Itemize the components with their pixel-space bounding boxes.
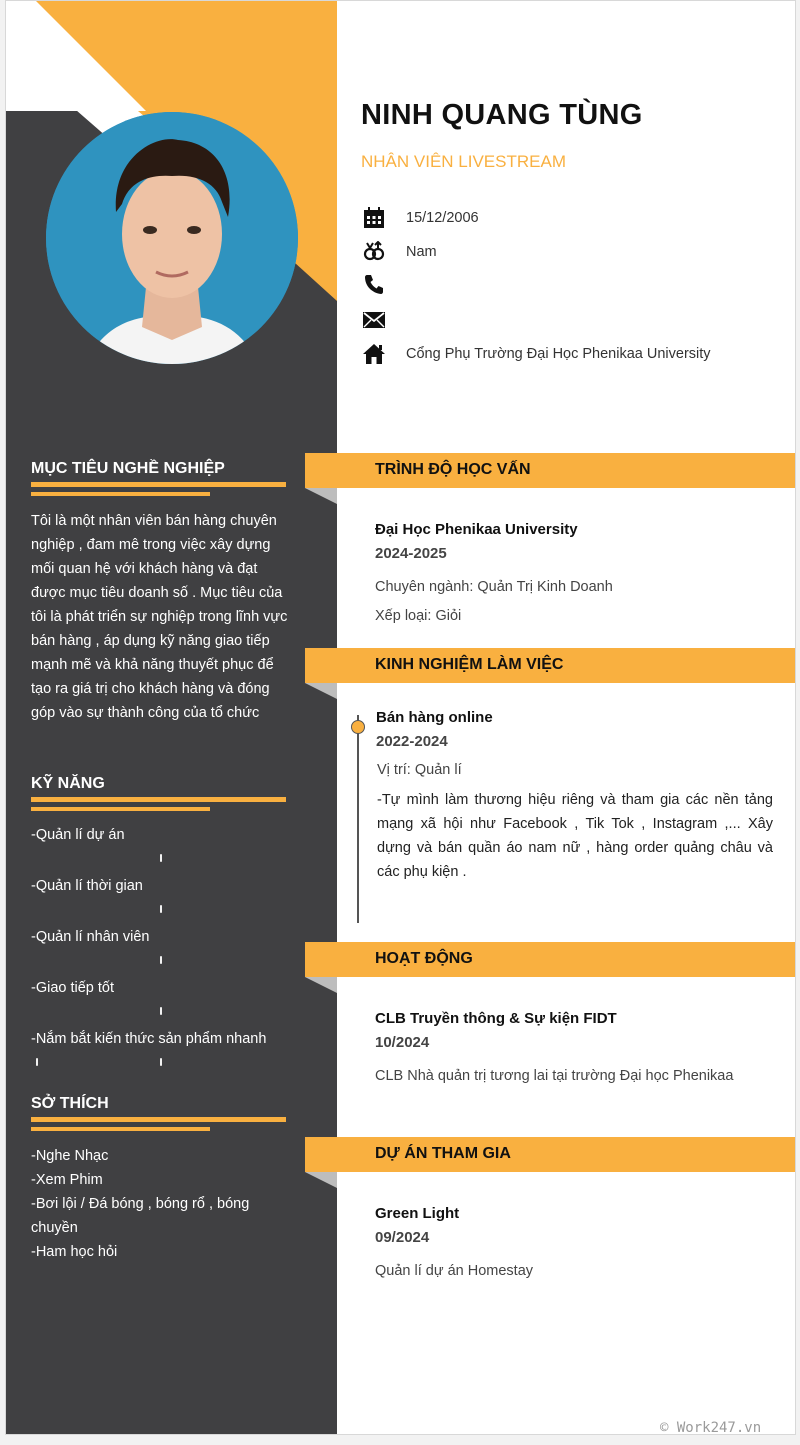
- education-heading: TRÌNH ĐỘ HỌC VẤN: [375, 461, 531, 478]
- objective-underline: [31, 482, 286, 487]
- experience-heading: KINH NGHIỆM LÀM VIỆC: [375, 656, 564, 673]
- projects-heading: DỰ ÁN THAM GIA: [375, 1145, 511, 1162]
- address-value: Cổng Phụ Trường Đại Học Phenikaa University: [406, 346, 711, 362]
- contact-gender: [363, 241, 783, 265]
- section-fold: [305, 488, 337, 504]
- skill-divider: [160, 1007, 162, 1015]
- activities-heading: HOẠT ĐỘNG: [375, 950, 473, 967]
- objective-underline-short: [31, 492, 210, 496]
- activities-section-header: [305, 942, 795, 977]
- section-fold: [305, 683, 337, 699]
- project-detail: Quản lí dự án Homestay: [375, 1263, 534, 1279]
- experience-period: 2022-2024: [376, 733, 448, 750]
- home-icon: [363, 343, 385, 365]
- email-icon: [363, 309, 385, 331]
- section-fold: [305, 977, 337, 993]
- timeline-dot: [351, 720, 365, 734]
- hobbies-underline: [31, 1117, 286, 1122]
- education-period: 2024-2025: [375, 545, 447, 562]
- skill-divider: [160, 1058, 162, 1066]
- activity-date: 10/2024: [375, 1034, 430, 1051]
- education-rank: Xếp loại: Giỏi: [375, 608, 462, 624]
- objective-heading: MỤC TIÊU NGHỀ NGHIỆP: [31, 460, 225, 477]
- education-section-header: [305, 453, 795, 488]
- hobbies-underline-short: [31, 1127, 210, 1131]
- skill-item: -Quản lí nhân viên: [31, 929, 150, 945]
- project-name: Green Light: [375, 1205, 460, 1222]
- contact-birthdate: [363, 207, 783, 231]
- projects-section-header: [305, 1137, 795, 1172]
- job-title: NHÂN VIÊN LIVESTREAM: [361, 152, 566, 171]
- cv-page: [5, 0, 796, 1435]
- experience-role: Bán hàng online: [376, 709, 493, 726]
- skill-item: -Quản lí thời gian: [31, 878, 143, 894]
- skill-divider: [160, 956, 162, 964]
- skill-divider: [160, 854, 162, 862]
- phone-icon: [363, 273, 385, 295]
- skill-divider: [36, 1058, 38, 1066]
- timeline-line: [357, 715, 359, 923]
- skill-item: -Giao tiếp tốt: [31, 980, 115, 996]
- experience-position: Vị trí: Quản lí: [377, 762, 462, 778]
- contact-address: [363, 343, 783, 367]
- experience-description: -Tự mình làm thương hiệu riêng và tham gia các nền tảng mạng xã hội như Facebook , Tik Tok , Instagram ,... Xây dựng và bán quần áo nam nữ , hàng order quảng châu và các phụ kiện .: [377, 792, 773, 880]
- activity-detail: CLB Nhà quản trị tương lai tại trường Đại học Phenikaa: [375, 1068, 734, 1084]
- watermark: © Work247.vn: [660, 1420, 762, 1436]
- section-fold: [305, 1172, 337, 1188]
- experience-section-header: [305, 648, 795, 683]
- calendar-icon: [363, 207, 385, 229]
- skills-heading: KỸ NĂNG: [31, 775, 105, 792]
- activity-name: CLB Truyền thông & Sự kiện FIDT: [375, 1010, 617, 1027]
- skill-divider: [160, 905, 162, 913]
- hobby-item: -Xem Phim: [31, 1172, 103, 1188]
- project-date: 09/2024: [375, 1229, 430, 1246]
- avatar: [46, 112, 298, 364]
- candidate-name: NINH QUANG TÙNG: [361, 99, 643, 131]
- hobby-item: -Bơi lội / Đá bóng , bóng rổ , bóng chuyền: [31, 1196, 250, 1236]
- education-school: Đại Học Phenikaa University: [375, 521, 578, 538]
- contact-phone: [363, 273, 783, 297]
- hobby-item: -Ham học hỏi: [31, 1244, 118, 1260]
- birthdate-value: 15/12/2006: [406, 210, 479, 226]
- skill-item: -Quản lí dự án: [31, 827, 125, 843]
- gender-icon: [363, 241, 385, 263]
- contact-email: [363, 309, 783, 333]
- gender-value: Nam: [406, 244, 437, 260]
- objective-text: Tôi là một nhân viên bán hàng chuyên nghiệp , đam mê trong việc xây dựng mối quan hệ với khách hàng và đạt được mục tiêu doanh số . Mục tiêu của tôi là phát triển sự nghiệp trong lĩnh vực bán hàng , áp dụng kỹ năng giao tiếp mạnh mẽ và khả năng thuyết phục để tạo ra giá trị cho khách hàng và đóng góp vào sự thành công của tổ chức: [31, 513, 288, 721]
- skills-underline-short: [31, 807, 210, 811]
- hobby-item: -Nghe Nhạc: [31, 1148, 109, 1164]
- education-major: Chuyên ngành: Quản Trị Kinh Doanh: [375, 579, 613, 595]
- hobbies-heading: SỞ THÍCH: [31, 1095, 109, 1112]
- skill-item: -Nắm bắt kiến thức sản phẩm nhanh: [31, 1031, 267, 1047]
- skills-underline: [31, 797, 286, 802]
